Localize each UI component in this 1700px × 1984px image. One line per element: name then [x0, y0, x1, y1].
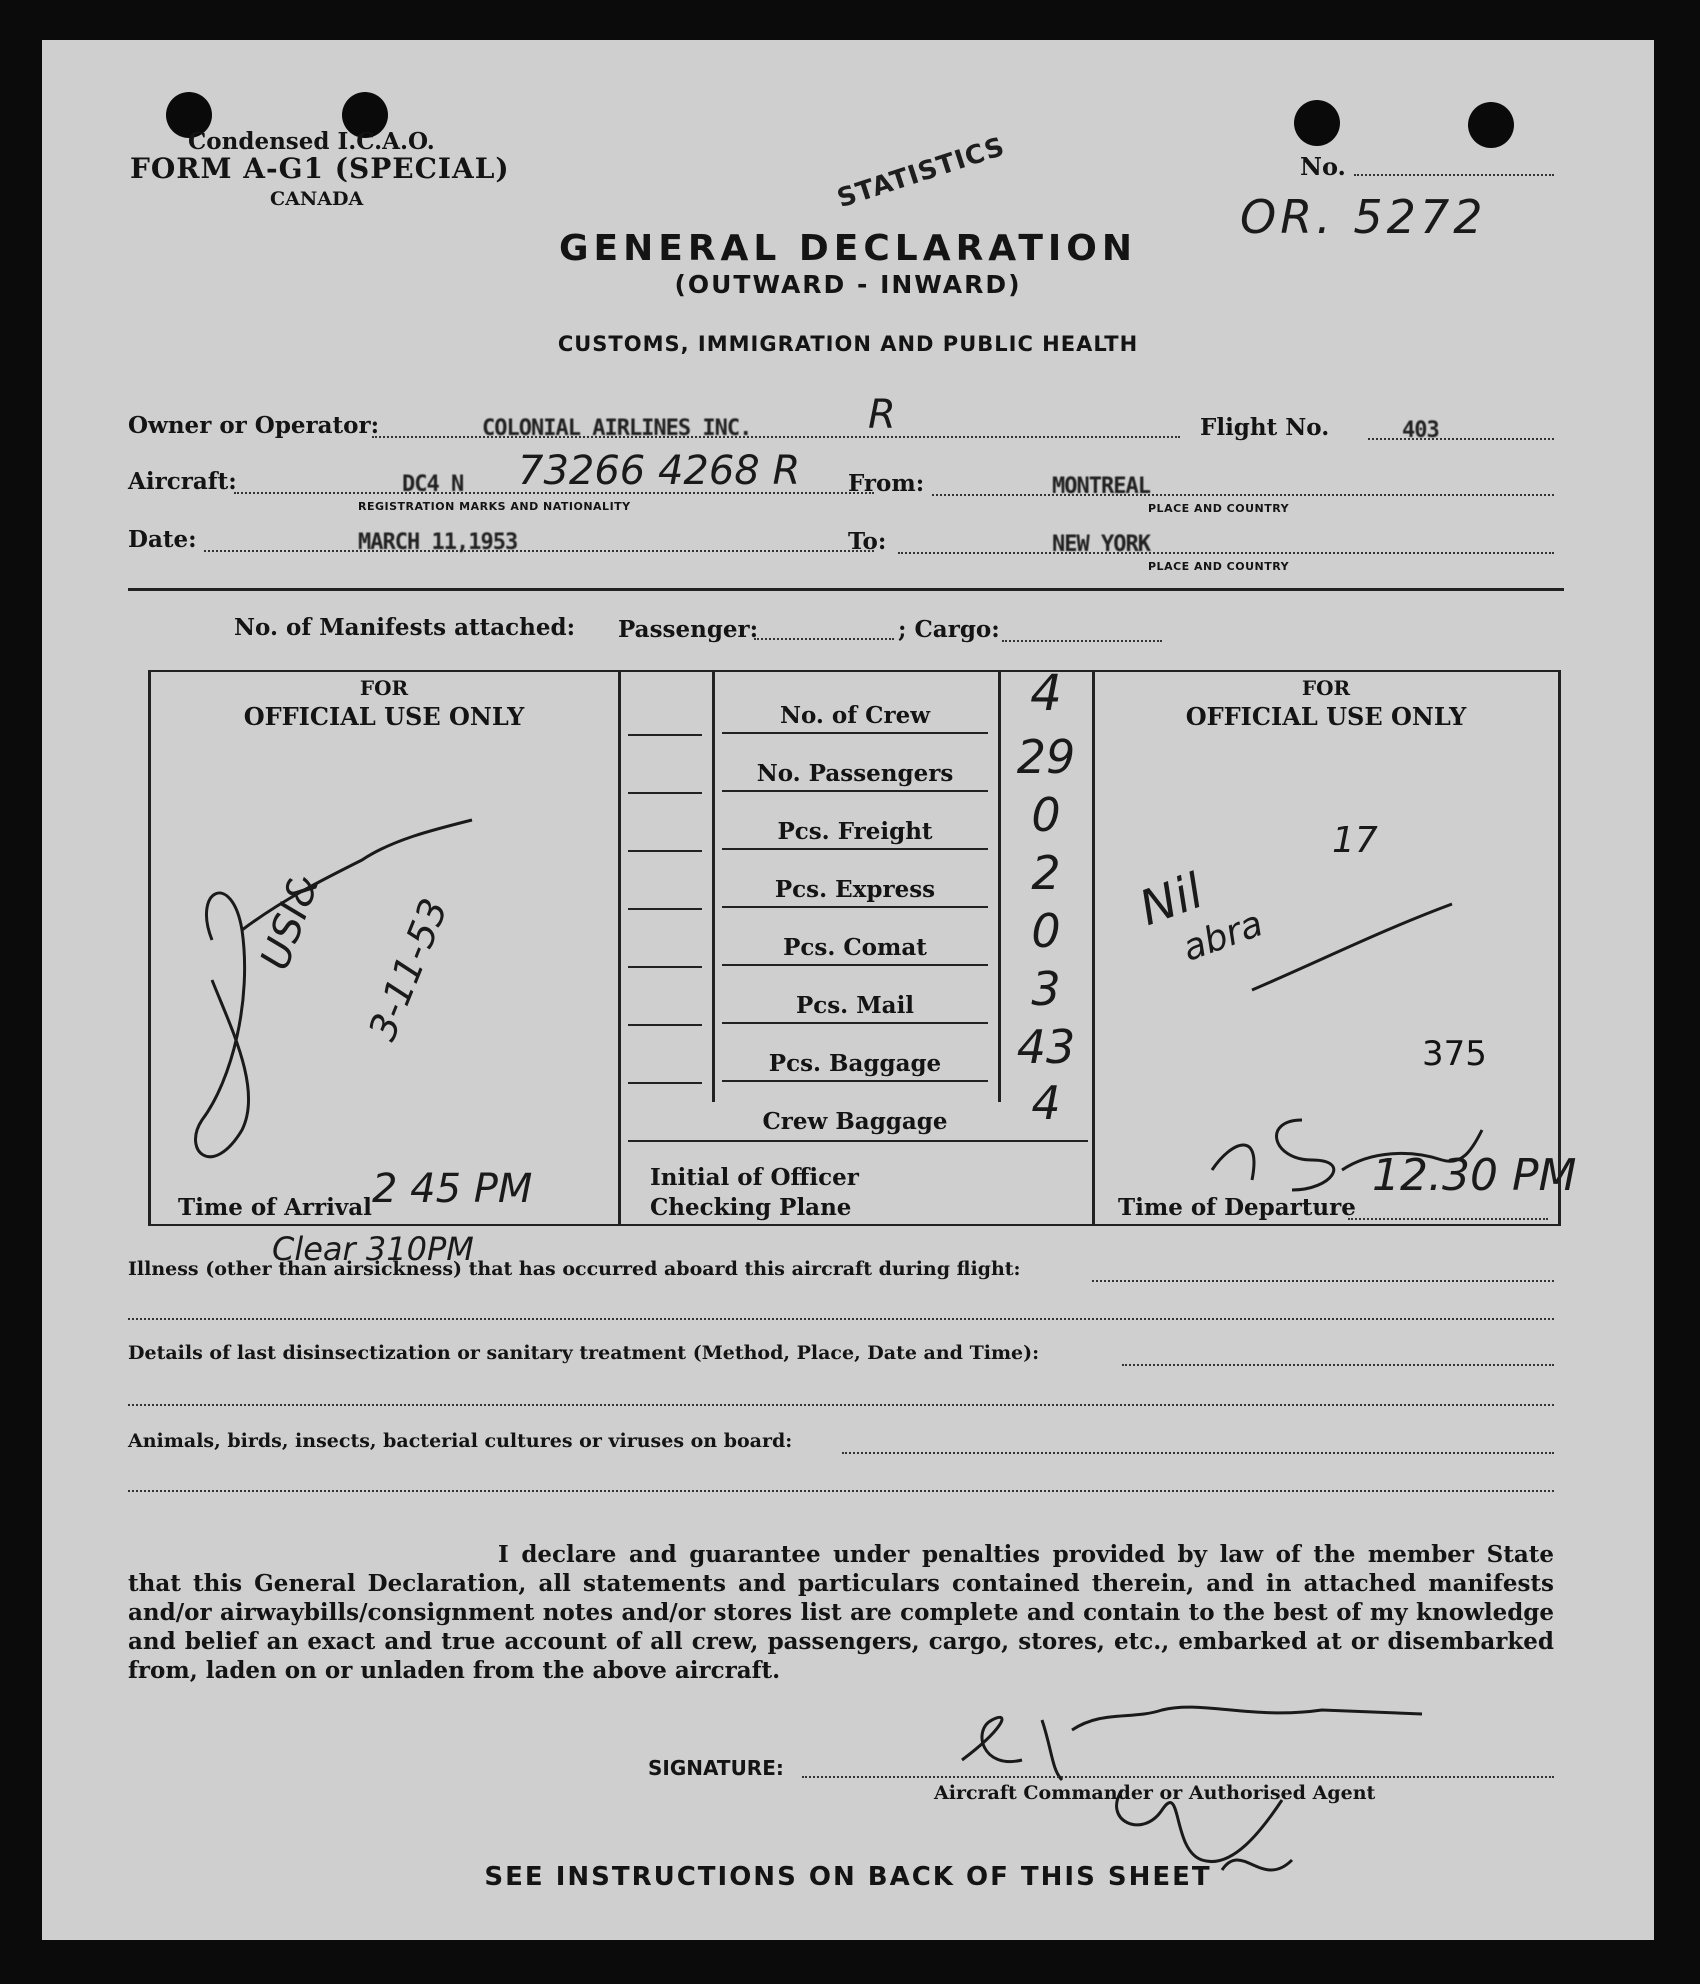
row-label: Pcs. Mail	[795, 992, 915, 1019]
departure-value[interactable]: 12.30 PM	[1372, 1150, 1577, 1201]
title-dept: CUSTOMS, IMMIGRATION AND PUBLIC HEALTH	[557, 332, 1139, 356]
animals-field-2[interactable]	[128, 1490, 1554, 1492]
initial-cell-line[interactable]	[628, 734, 702, 736]
row-value[interactable]: 2	[1031, 846, 1061, 900]
declaration-sheet	[42, 40, 1654, 1940]
row-line	[722, 848, 988, 850]
row-label: Pcs. Freight	[777, 818, 933, 845]
row-line	[722, 964, 988, 966]
officer-line	[628, 1140, 1088, 1142]
table-bottom-border	[148, 1224, 1560, 1226]
initial-cell-line[interactable]	[628, 966, 702, 968]
from-value: MONTREAL	[1052, 474, 1150, 499]
disinsect-label: Details of last disinsectization or sanitary treatment (Method, Place, Date and Time):	[128, 1342, 1040, 1364]
right-heading-2: OFFICIAL USE ONLY	[1185, 702, 1467, 731]
title-main: GENERAL DECLARATION	[558, 228, 1138, 269]
passenger-manifest-field[interactable]	[754, 638, 894, 640]
passenger-label: Passenger:	[618, 616, 759, 643]
arrival-value[interactable]: 2 45 PM	[372, 1166, 533, 1212]
animals-label: Animals, birds, insects, bacterial cultures or viruses on board:	[128, 1430, 793, 1452]
date-field[interactable]	[204, 550, 874, 552]
initial-cell-line[interactable]	[628, 850, 702, 852]
separator-line	[128, 588, 1564, 591]
disinsect-field[interactable]	[1122, 1364, 1554, 1366]
initial-cell-line[interactable]	[628, 792, 702, 794]
to-sub: PLACE AND COUNTRY	[1148, 560, 1290, 573]
initial-cell-line[interactable]	[628, 908, 702, 910]
owner-label: Owner or Operator:	[128, 412, 380, 439]
table-top-border	[148, 670, 1560, 672]
signature-sub: Aircraft Commander or Authorised Agent	[934, 1782, 1376, 1804]
row-line	[722, 1022, 988, 1024]
initial-cell-line[interactable]	[628, 1024, 702, 1026]
no-field[interactable]	[1354, 174, 1554, 176]
row-label: Pcs. Baggage	[768, 1050, 942, 1077]
row-label: No. Passengers	[756, 760, 954, 787]
table-right-border	[1558, 670, 1561, 1226]
flight-field[interactable]	[1368, 438, 1554, 440]
date-label: Date:	[128, 526, 197, 553]
from-sub: PLACE AND COUNTRY	[1148, 502, 1290, 515]
row-label: Pcs. Comat	[783, 934, 927, 961]
row-value[interactable]: 29	[1016, 730, 1076, 784]
table-divider	[712, 670, 715, 1102]
form-line-1: Condensed I.C.A.O.	[188, 128, 435, 155]
title-sub: (OUTWARD - INWARD)	[674, 270, 1022, 299]
owner-value: COLONIAL AIRLINES INC.	[482, 416, 752, 441]
statistics-stamp: STATISTICS	[833, 131, 1009, 215]
right-hand-mark: 17	[1332, 820, 1378, 861]
row-label: No. of Crew	[779, 702, 931, 729]
right-number: 375	[1422, 1034, 1487, 1074]
row-value[interactable]: 0	[1031, 788, 1061, 842]
illness-hand: Clear 310PM	[272, 1230, 474, 1268]
animals-field[interactable]	[842, 1452, 1554, 1454]
table-divider	[998, 670, 1001, 1102]
row-value[interactable]: 3	[1031, 962, 1061, 1016]
officer-label-2: Checking Plane	[650, 1194, 852, 1221]
row-value[interactable]: 4	[1030, 664, 1062, 722]
officer-label-1: Initial of Officer	[650, 1164, 859, 1191]
illness-field-2[interactable]	[128, 1318, 1554, 1320]
owner-hand-r: R	[868, 392, 896, 438]
left-heading-1: FOR	[359, 676, 409, 700]
right-hand-stroke	[1242, 900, 1462, 1000]
signature-field[interactable]	[802, 1776, 1554, 1778]
to-label: To:	[848, 528, 887, 555]
table-left-border	[148, 670, 151, 1226]
row-line	[722, 790, 988, 792]
officer-signature-scribble	[172, 800, 532, 1200]
from-field[interactable]	[932, 494, 1554, 496]
no-label: No.	[1300, 152, 1346, 181]
row-value[interactable]: 43	[1016, 1020, 1076, 1074]
departure-label: Time of Departure	[1118, 1194, 1356, 1221]
disinsect-field-2[interactable]	[128, 1404, 1554, 1406]
form-line-3: CANADA	[270, 188, 364, 210]
flight-label: Flight No.	[1200, 414, 1330, 441]
punch-hole	[1294, 100, 1340, 146]
form-line-2: FORM A-G1 (SPECIAL)	[130, 152, 510, 185]
punch-hole	[1468, 102, 1514, 148]
row-line	[722, 1080, 988, 1082]
table-divider	[1092, 670, 1095, 1226]
row-value[interactable]: 4	[1031, 1076, 1061, 1130]
row-label: Crew Baggage	[762, 1108, 948, 1135]
to-field[interactable]	[898, 552, 1554, 554]
aircraft-label: Aircraft:	[128, 468, 237, 495]
handwritten-number: OR. 5272	[1240, 190, 1487, 244]
declaration-text: I declare and guarantee under penalties provided by law of the member State that this General Declaration, all statements and particulars contained therein, and in attached manifests and/or airwaybills/consignment notes and/or stores list are complete and contain to the best of my knowledge and belief an exact and true account of all crew, passengers, cargo, stores, etc., embarked at or disembarked from, laden on or unladen from the above aircraft.	[128, 1541, 1554, 1684]
aircraft-hand: 73266 4268 R	[518, 448, 801, 494]
initial-cell-line[interactable]	[628, 1082, 702, 1084]
departure-field[interactable]	[1348, 1218, 1548, 1220]
table-divider	[618, 670, 621, 1226]
to-value: NEW YORK	[1052, 532, 1150, 557]
left-hand-date: 3-11-53	[360, 892, 457, 1047]
arrival-label: Time of Arrival	[178, 1194, 372, 1221]
right-hand-note-1: Nil	[1132, 862, 1211, 938]
aircraft-value: DC4 N	[402, 472, 464, 497]
aircraft-sub: REGISTRATION MARKS AND NATIONALITY	[358, 500, 631, 513]
flight-value: 403	[1402, 418, 1439, 443]
cargo-manifest-field[interactable]	[1002, 640, 1162, 642]
left-heading-2: OFFICIAL USE ONLY	[243, 702, 525, 731]
illness-field[interactable]	[1092, 1280, 1554, 1282]
date-value: MARCH 11,1953	[358, 530, 518, 555]
row-line	[722, 732, 988, 734]
right-heading-1: FOR	[1301, 676, 1351, 700]
left-hand-initials: USI&	[252, 868, 329, 976]
cargo-label: ; Cargo:	[898, 616, 1000, 643]
right-hand-note-2: abra	[1177, 903, 1269, 970]
row-line	[722, 906, 988, 908]
manifests-label: No. of Manifests attached:	[234, 614, 576, 641]
footer-instructions: SEE INSTRUCTIONS ON BACK OF THIS SHEET	[484, 1862, 1212, 1892]
illness-label: Illness (other than airsickness) that has occurred aboard this aircraft during flight:	[128, 1258, 1021, 1280]
row-value[interactable]: 0	[1031, 904, 1061, 958]
from-label: From:	[848, 470, 925, 497]
row-label: Pcs. Express	[774, 876, 936, 903]
signature-label: SIGNATURE:	[648, 1756, 784, 1780]
